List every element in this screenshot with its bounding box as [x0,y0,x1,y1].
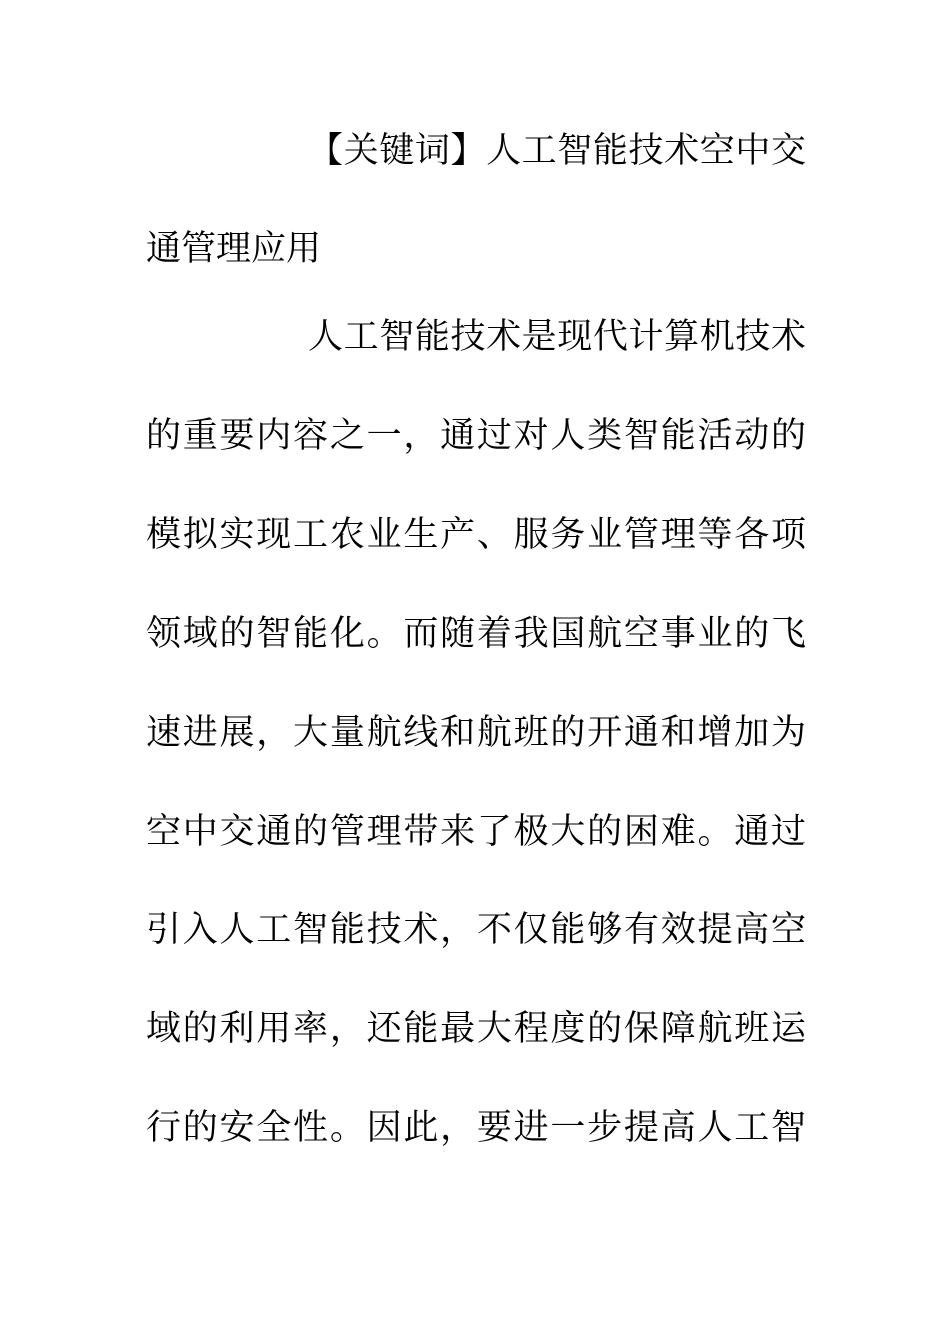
keywords-line-2: 通管理应用 [146,229,322,269]
paragraph-line-8: 域的利用率，还能最大程度的保障航班运 [146,1009,806,1049]
paragraph-line-9: 行的安全性。因此，要进一步提高人工智 [146,1108,806,1148]
paragraph-line-5: 速进展，大量航线和航班的开通和增加为 [146,713,806,753]
paragraph-line-4: 领域的智能化。而随着我国航空事业的飞 [146,614,806,654]
paragraph-line-3: 模拟实现工农业生产、服务业管理等各项 [146,515,806,555]
paragraph-line-7: 引入人工智能技术，不仅能够有效提高空 [146,910,806,950]
paragraph-line-6: 空中交通的管理带来了极大的困难。通过 [146,812,806,852]
paragraph-line-2: 的重要内容之一，通过对人类智能活动的 [146,416,806,456]
keywords-line-1: 【关键词】人工智能技术空中交 [308,131,806,171]
paragraph-line-1: 人工智能技术是现代计算机技术 [308,317,806,357]
